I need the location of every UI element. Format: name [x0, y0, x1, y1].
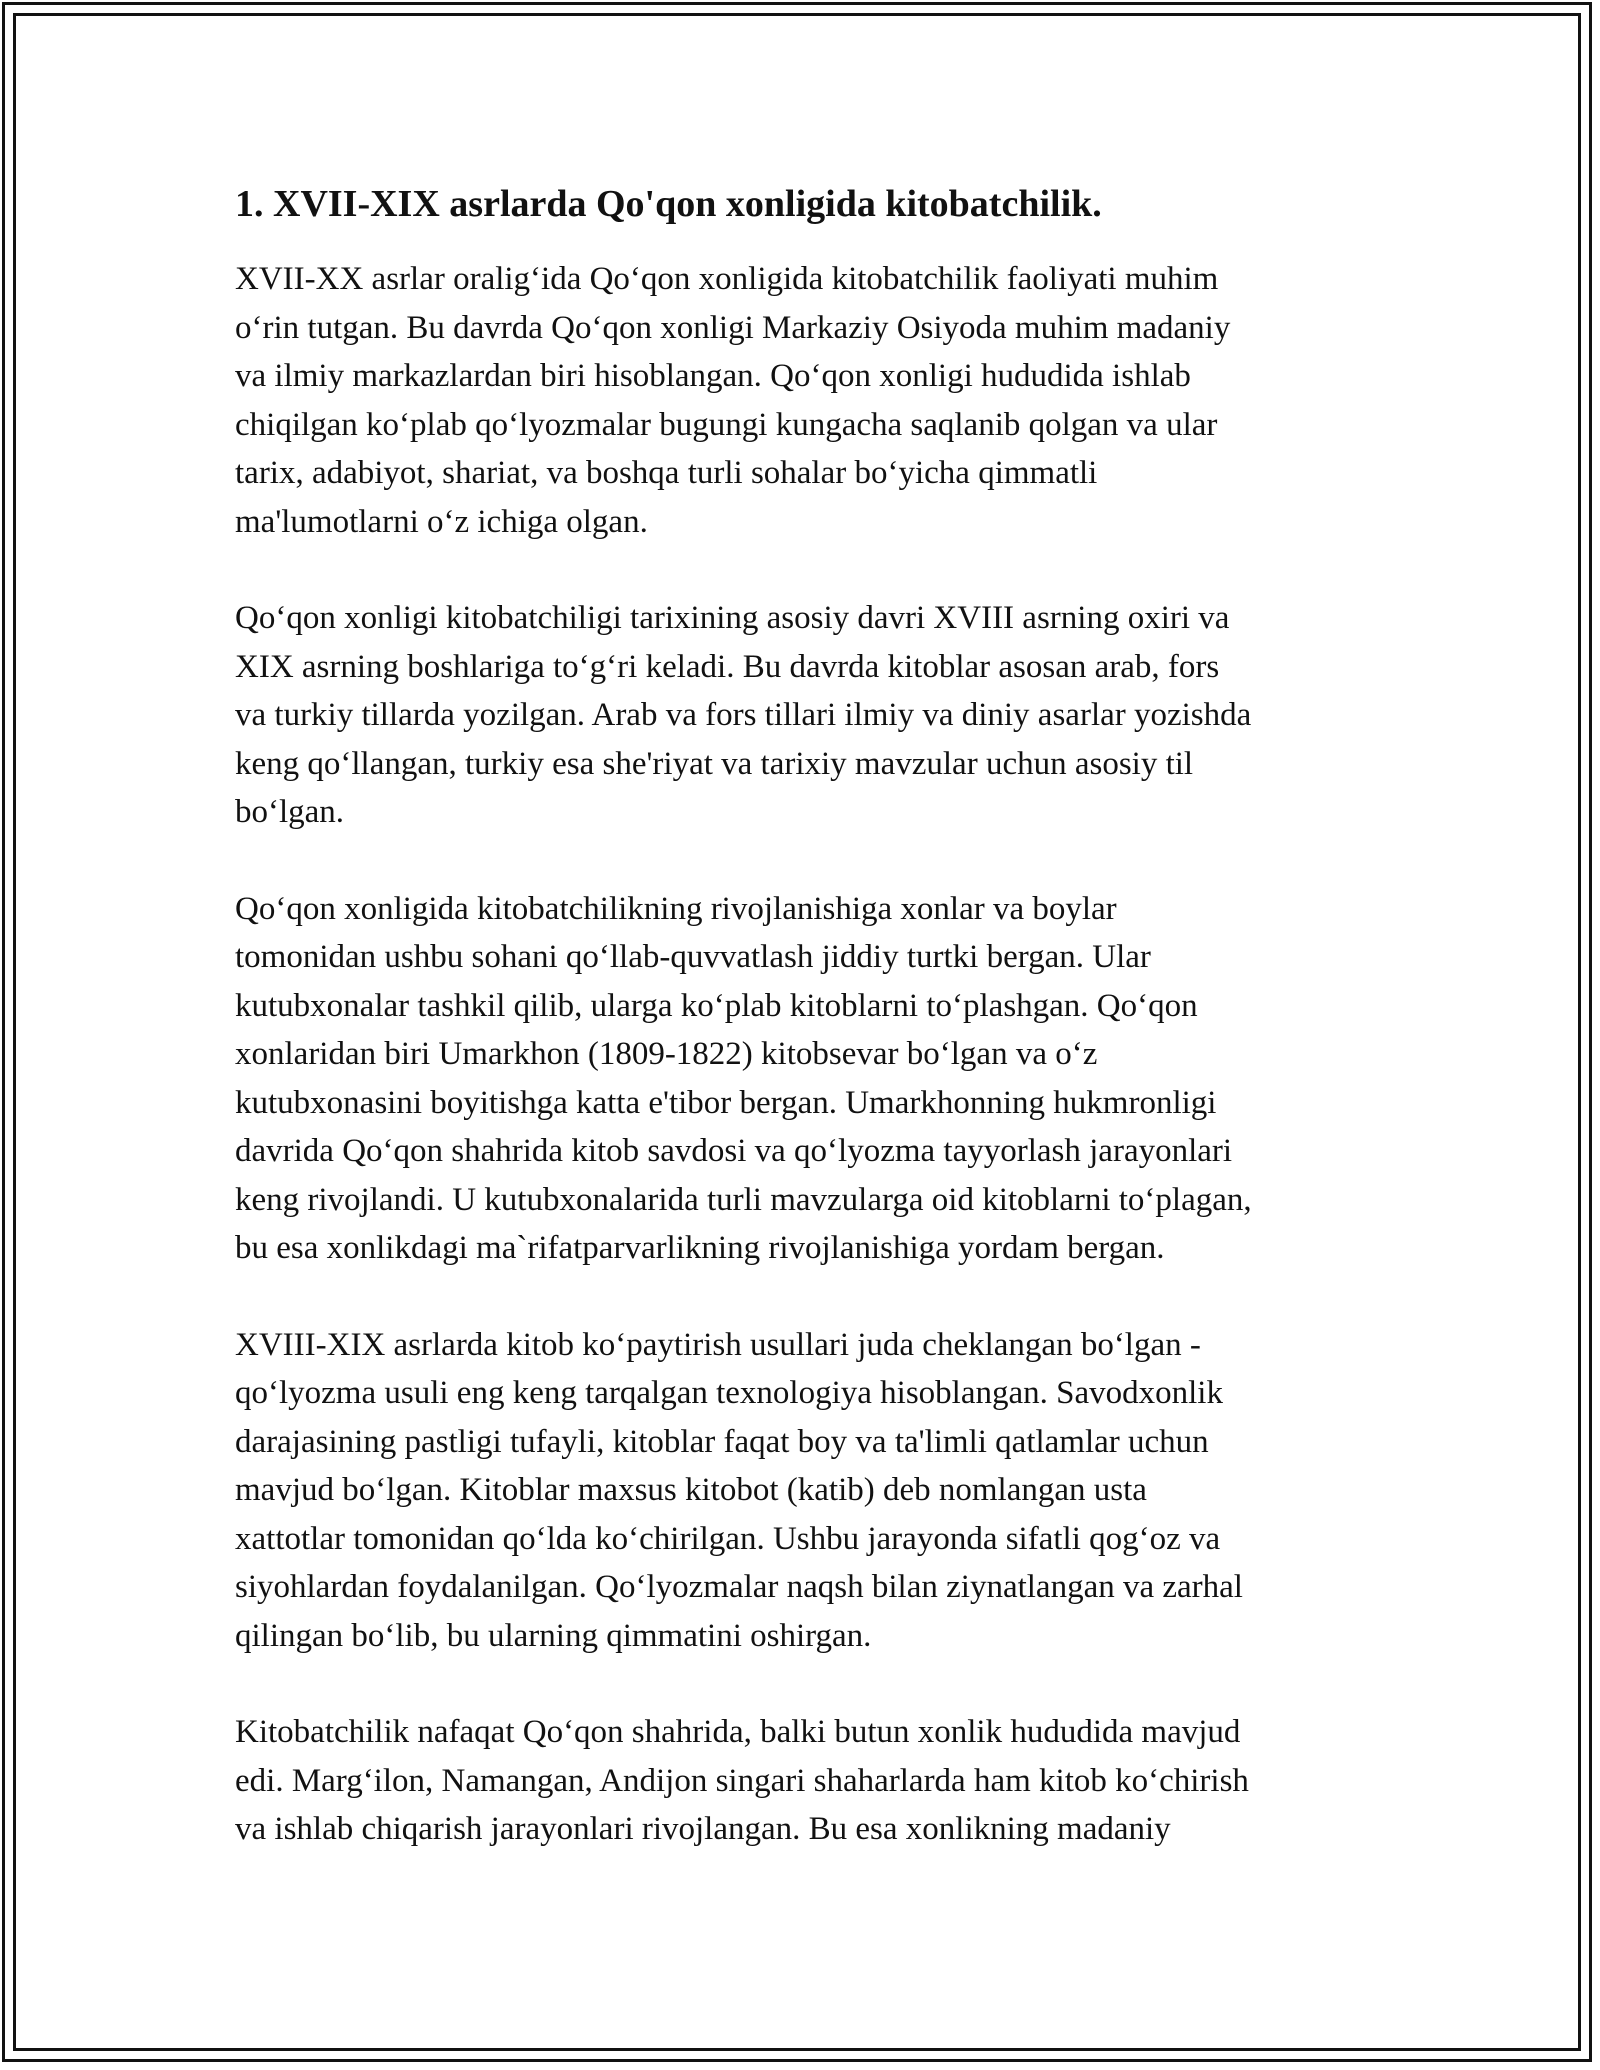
document-body: [235, 180, 1385, 1902]
paragraph-4: XVIII-XIX asrlarda kitob ko‘paytirish usullari juda cheklangan bo‘lgan - qo‘lyozma usuli eng keng tarqalgan texnologiya hisoblangan. Savodxonlik darajasining pastligi tufayli, kitoblar faqat boy va ta'limli qatlamlar uchun mavjud bo‘lgan. Kitoblar maxsus kitobot (katib) deb nomlangan usta xattotlar tomonidan qo‘lda ko‘chirilgan. Ushbu jarayonda sifatli qog‘oz va siyohlardan foydalanilgan. Qo‘lyozmalar naqsh bilan ziynatlangan va zarhal qilingan bo‘lib, bu ularning qimmatini oshirgan.: [235, 1326, 1243, 1654]
paragraph-5: Kitobatchilik nafaqat Qo‘qon shahrida, balki butun xonlik hududida mavjud edi. Marg‘ilon, Namangan, Andijon singari shaharlarda ham kitob ko‘chirish va ishlab chiqarish jarayonlari rivojlangan. Bu esa xonlikning madaniy: [235, 1714, 1249, 1848]
paragraph-3: Qo‘qon xonligida kitobatchilikning rivojlanishiga xonlar va boylar tomonidan ushbu sohani qo‘llab-quvvatlash jiddiy turtki bergan. Ular kutubxonalar tashkil qilib, ularga ko‘plab kitoblarni to‘plashgan. Qo‘qon xonlaridan biri Umarkhon (1809-1822) kitobsevar bo‘lgan va o‘z kutubxonasini boyitishga katta e'tibor bergan. Umarkhonning hukmronligi davrida Qo‘qon shahrida kitob savdosi va qo‘lyozma tayyorlash jarayonlari keng rivojlandi. U kutubxonalarida turli mavzularga oid kitoblarni to‘plagan, bu esa xonlikdagi ma`rifatparvarlikning rivojlanishiga yordam bergan.: [235, 890, 1252, 1267]
paragraph-2: Qo‘qon xonligi kitobatchiligi tarixining asosiy davri XVIII asrning oxiri va XIX asrning boshlariga to‘g‘ri keladi. Bu davrda kitoblar asosan arab, fors va turkiy tillarda yozilgan. Arab va fors tillari ilmiy va diniy asarlar yozishda keng qo‘llangan, turkiy esa she'riyat va tarixiy mavzular uchun asosiy til bo‘lgan.: [235, 600, 1252, 831]
document-title: 1. XVII-XIX asrlarda Qo'qon xonligida kitobatchilik.: [235, 183, 1102, 225]
paragraph-1: XVII-XX asrlar oralig‘ida Qo‘qon xonligida kitobatchilik faoliyati muhim o‘rin tutgan. Bu davrda Qo‘qon xonligi Markaziy Osiyoda muhim madaniy va ilmiy markazlardan biri hisoblangan. Qo‘qon xonligi hududida ishlab chiqilgan ko‘plab qo‘lyozmalar bugungi kungacha saqlanib qolgan va ular tarix, adabiyot, shariat, va boshqa turli sohalar bo‘yicha qimmatli ma'lumotlarni o‘z ichiga olgan.: [235, 261, 1231, 540]
